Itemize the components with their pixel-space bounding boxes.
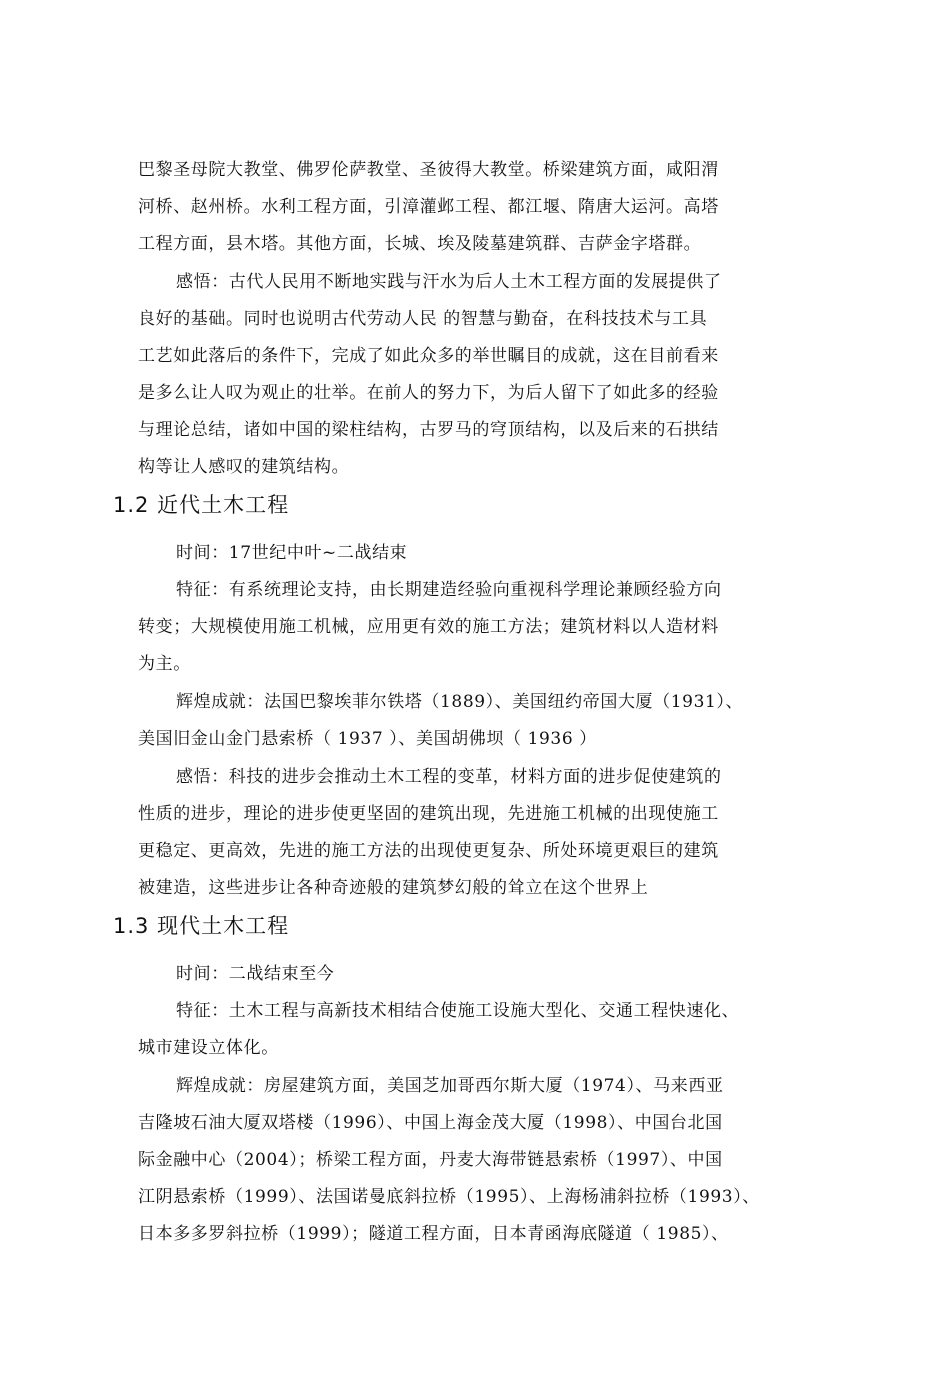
paragraph-line: 辉煌成就：法国巴黎埃菲尔铁塔（1889）、美国纽约帝国大厦（1931）、 <box>176 692 744 712</box>
paragraph-line: 工程方面，县木塔。其他方面，长城、埃及陵墓建筑群、吉萨金字塔群。 <box>138 234 702 254</box>
paragraph-line: 江阴悬索桥（1999）、法国诺曼底斜拉桥（1995）、上海杨浦斜拉桥（1993）、 <box>138 1187 760 1207</box>
time-line: 时间：二战结束至今 <box>176 964 335 984</box>
paragraph-line: 日本多多罗斜拉桥（1999）；隧道工程方面，日本青函海底隧道（ 1985）、 <box>138 1224 729 1244</box>
paragraph-line: 特征：土木工程与高新技术相结合使施工设施大型化、交通工程快速化、 <box>176 1001 740 1021</box>
paragraph-line: 更稳定、更高效，先进的施工方法的出现使更复杂、所处环境更艰巨的建筑 <box>138 841 719 861</box>
paragraph-line: 吉隆坡石油大厦双塔楼（1996）、中国上海金茂大厦（1998）、中国台北国 <box>138 1113 723 1133</box>
paragraph-line: 美国旧金山金门悬索桥（ 1937 ）、美国胡佛坝（ 1936 ） <box>138 729 597 749</box>
paragraph-line: 特征：有系统理论支持，由长期建造经验向重视科学理论兼顾经验方向 <box>176 580 722 600</box>
paragraph-line: 巴黎圣母院大教堂、佛罗伦萨教堂、圣彼得大教堂。桥梁建筑方面，咸阳渭 <box>138 160 719 180</box>
paragraph-line: 际金融中心（2004）；桥梁工程方面，丹麦大海带链悬索桥（1997）、中国 <box>138 1150 723 1170</box>
paragraph-line: 感悟：科技的进步会推动土木工程的变革，材料方面的进步促使建筑的 <box>176 767 722 787</box>
paragraph-line: 是多么让人叹为观止的壮举。在前人的努力下，为后人留下了如此多的经验 <box>138 383 719 403</box>
paragraph-line: 城市建设立体化。 <box>138 1038 279 1058</box>
paragraph-line: 工艺如此落后的条件下，完成了如此众多的举世瞩目的成就，这在目前看来 <box>138 346 719 366</box>
paragraph-line: 被建造，这些进步让各种奇迹般的建筑梦幻般的耸立在这个世界上 <box>138 878 649 898</box>
paragraph-line: 性质的进步，理论的进步使更坚固的建筑出现，先进施工机械的出现使施工 <box>138 804 719 824</box>
paragraph-line: 感悟：古代人民用不断地实践与汗水为后人土木工程方面的发展提供了 <box>176 272 722 292</box>
section-heading: 1.3 现代土木工程 <box>113 914 290 938</box>
section-heading: 1.2 近代土木工程 <box>113 493 290 517</box>
time-line: 时间：17世纪中叶~二战结束 <box>176 543 408 563</box>
paragraph-line: 河桥、赵州桥。水利工程方面，引漳灌邺工程、都江堰、隋唐大运河。高塔 <box>138 197 719 217</box>
paragraph-line: 为主。 <box>138 654 191 674</box>
paragraph-line: 辉煌成就：房屋建筑方面，美国芝加哥西尔斯大厦（1974）、马来西亚 <box>176 1076 724 1096</box>
paragraph-line: 与理论总结，诸如中国的梁柱结构，古罗马的穹顶结构，以及后来的石拱结 <box>138 420 719 440</box>
paragraph-line: 良好的基础。同时也说明古代劳动人民 的智慧与勤奋，在科技技术与工具 <box>138 309 708 329</box>
paragraph-line: 构等让人感叹的建筑结构。 <box>138 457 350 477</box>
paragraph-line: 转变；大规模使用施工机械，应用更有效的施工方法；建筑材料以人造材料 <box>138 617 719 637</box>
